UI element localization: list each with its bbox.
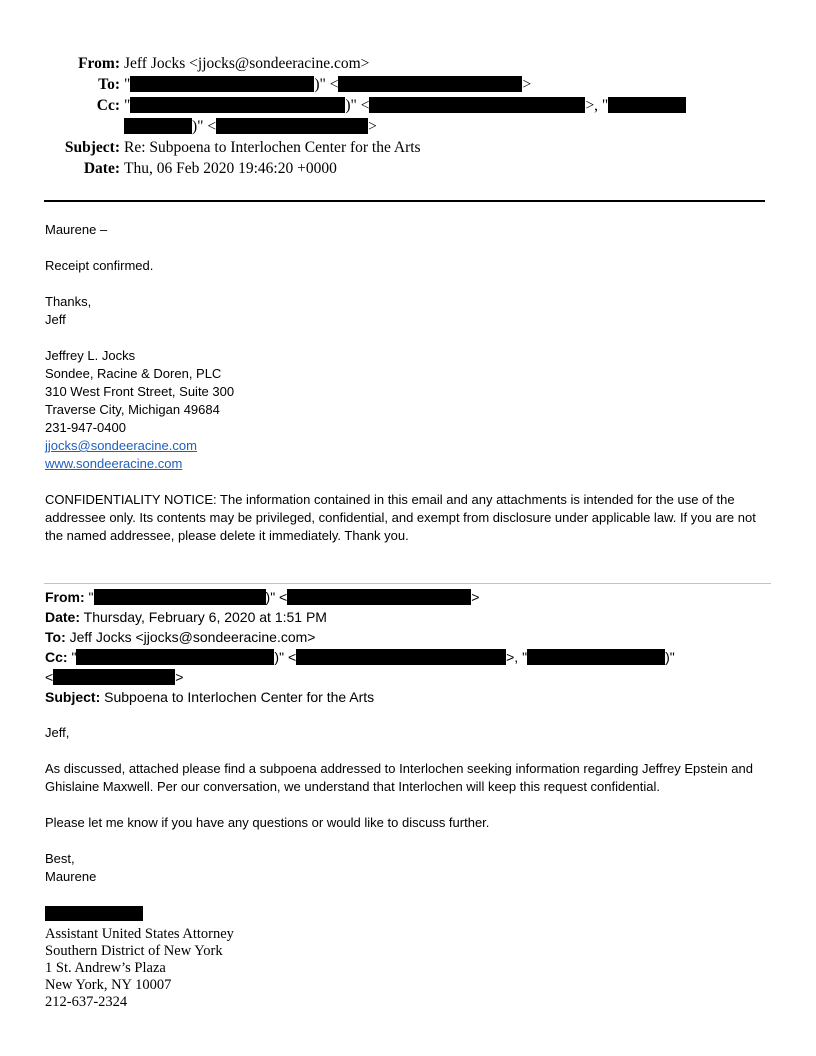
reply-from-row: [44, 53, 686, 74]
signature-address2: New York, NY 10007: [45, 977, 172, 993]
reply-date-row: [44, 158, 686, 179]
redaction-box: [45, 906, 143, 921]
signature-title: Assistant United States Attorney: [45, 926, 234, 942]
redaction-box: [53, 669, 175, 685]
signature-address1: 310 West Front Street, Suite 300: [45, 384, 235, 399]
quote-mark: ": [124, 97, 131, 114]
cc-close: >: [175, 669, 184, 685]
website-link[interactable]: www.sondeeracine.com: [45, 456, 183, 471]
original-signature: [45, 906, 234, 1011]
signature-address1: 1 St. Andrew’s Plaza: [45, 960, 166, 976]
greeting: Jeff,: [45, 725, 70, 740]
cc-open: <: [45, 669, 54, 685]
body-line: Receipt confirmed.: [45, 258, 154, 273]
reply-subject-row: [44, 137, 686, 158]
reply-cc-row-continued: [44, 116, 686, 137]
cc-separator: )" <: [345, 97, 370, 114]
closing: Best,: [45, 851, 75, 866]
quote-mark: ": [84, 589, 94, 605]
signoff: Maurene: [45, 869, 97, 884]
reply-email-header: [44, 53, 686, 179]
original-body: [45, 724, 775, 886]
signature-phone: 212-637-2324: [45, 994, 128, 1010]
reply-cc-row: [44, 95, 686, 116]
cc-separator: >, ": [585, 97, 609, 114]
signature-address2: Traverse City, Michigan 49684: [45, 402, 220, 417]
reply-to-row: [44, 74, 686, 95]
subject-label: Subject:: [45, 689, 101, 705]
body-paragraph: Please let me know if you have any questions or would like to discuss further.: [45, 815, 490, 830]
original-subject-row: [45, 687, 675, 707]
subject-value: Re: Subpoena to Interlochen Center for the Arts: [124, 139, 421, 156]
from-label: From:: [78, 55, 120, 72]
redaction-box: [369, 97, 585, 113]
cc-separator: >, ": [506, 649, 528, 665]
redaction-box: [296, 649, 506, 665]
to-value: Jeff Jocks <jjocks@sondeeracine.com>: [65, 629, 316, 645]
signature-phone: 231-947-0400: [45, 420, 126, 435]
greeting: Maurene –: [45, 222, 108, 237]
redaction-box: [608, 97, 686, 113]
original-cc-row: [45, 647, 675, 667]
redaction-box: [124, 118, 192, 134]
cc-separator: )" <: [192, 118, 217, 135]
original-cc-row-continued: [45, 667, 675, 687]
reply-body: [45, 221, 771, 545]
signature-office: Southern District of New York: [45, 943, 223, 959]
cc-separator: )" <: [274, 649, 297, 665]
cc-close: >: [368, 118, 377, 135]
to-close: >: [522, 76, 532, 93]
from-close: >: [471, 589, 480, 605]
original-to-row: [45, 627, 675, 647]
signature-firm: Sondee, Racine & Doren, PLC: [45, 366, 222, 381]
cc-label: Cc:: [45, 649, 68, 665]
signoff: Jeff: [45, 312, 66, 327]
date-label: Date:: [83, 160, 120, 177]
signature-name: Jeffrey L. Jocks: [45, 348, 136, 363]
closing: Thanks,: [45, 294, 92, 309]
original-email-header: [45, 587, 675, 707]
from-label: From:: [45, 589, 85, 605]
header-divider: [44, 200, 765, 202]
label-spacer: [44, 116, 124, 137]
to-separator: )" <: [314, 76, 339, 93]
cc-separator: )": [665, 649, 675, 665]
subject-value: Subpoena to Interlochen Center for the Arts: [100, 689, 375, 705]
quote-mark: ": [124, 76, 131, 93]
redaction-box: [216, 118, 368, 134]
to-label: To:: [98, 76, 120, 93]
redaction-box: [76, 649, 274, 665]
redaction-box: [287, 589, 471, 605]
cc-label: Cc:: [96, 97, 120, 114]
body-paragraph: As discussed, attached please find a subpoena addressed to Interlochen seeking information regarding Jeffrey Epstein and Ghislaine Maxwell. Per our conversation, we understand that Interlochen will keep this request confidential.: [45, 761, 753, 794]
date-value: Thu, 06 Feb 2020 19:46:20 +0000: [124, 160, 337, 177]
quoted-message-divider: [44, 583, 771, 584]
to-label: To:: [45, 629, 66, 645]
redaction-box: [527, 649, 665, 665]
original-date-row: [45, 607, 675, 627]
redaction-box: [338, 76, 522, 92]
from-separator: )" <: [265, 589, 288, 605]
subject-label: Subject:: [64, 139, 120, 156]
date-value: Thursday, February 6, 2020 at 1:51 PM: [80, 609, 327, 625]
confidentiality-notice: CONFIDENTIALITY NOTICE: The information contained in this email and any attachments is intended for the use of the addressee only. Its contents may be privileged, confidential, and exempt from disclosure under applicable law. If you are not the named addressee, please delete it immediately. Thank you.: [45, 492, 756, 543]
email-link[interactable]: jjocks@sondeeracine.com: [45, 438, 197, 453]
original-from-row: [45, 587, 675, 607]
quote-mark: ": [67, 649, 77, 665]
redaction-box: [130, 97, 345, 113]
date-label: Date:: [45, 609, 81, 625]
redaction-box: [130, 76, 314, 92]
redaction-box: [94, 589, 266, 605]
from-value: Jeff Jocks <jjocks@sondeeracine.com>: [124, 55, 370, 72]
